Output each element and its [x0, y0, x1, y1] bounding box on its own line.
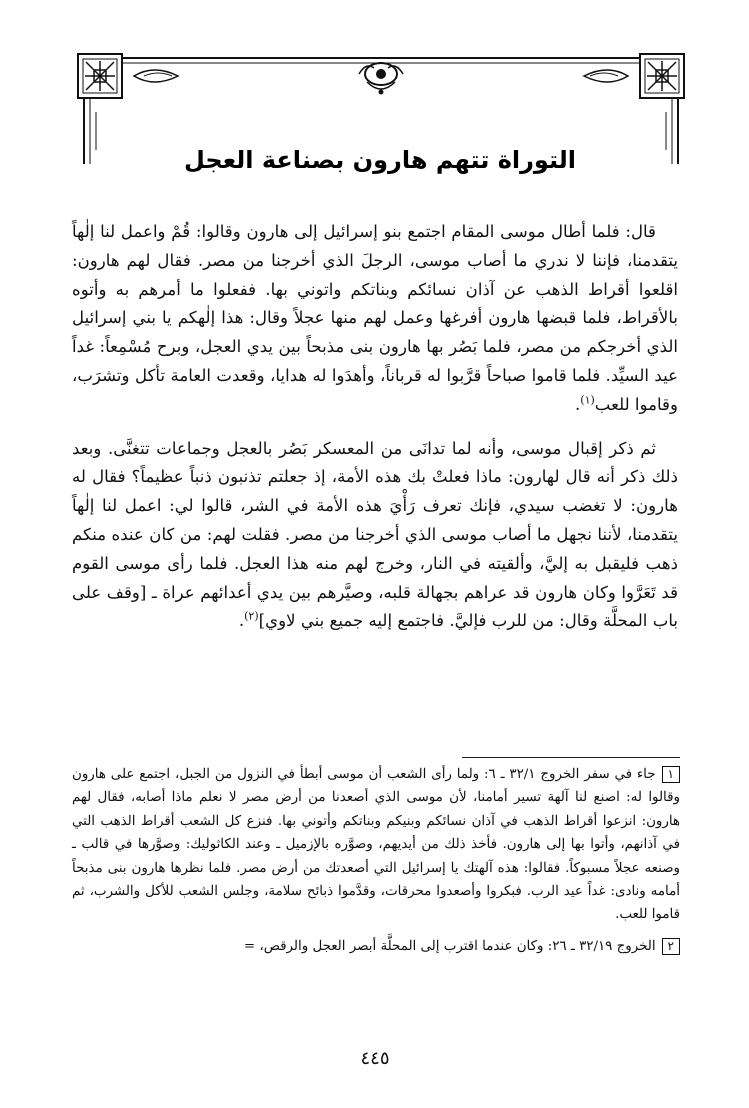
footnote-divider	[462, 757, 680, 758]
footnote-text: الخروج ٣٢/١٩ ـ ٢٦: وكان عندما اقترب إلى المحلَّة أبصر العجل والرقص، =	[243, 938, 656, 954]
footnote	[72, 763, 680, 927]
paragraph	[72, 435, 678, 637]
footnote-reference: (٢)	[244, 609, 259, 623]
footnote-text: جاء في سفر الخروج ٣٢/١ ـ ٦: ولما رأى الشعب أن موسى أبطأ في النزول من الجبل، اجتمع على هارون وقالوا له: اصنع لنا آلهة تسير أمامنا، لأن موسى الذي أصعدنا من أرض مصر لا نعلم ماذا أصابه، فقال لهم هارون: انزعوا أقراط الذهب في آذان نسائكم وبنيكم وبناتكم وأتوني بها. فنزع كل الشعب أقراط الذهب التي في آذانهم، وأتوا بها إلى هارون. فأخذ ذلك من أيديهم، وصوَّره بالإزميل ـ وعند الكاثوليك: وصوَّرها في قالب ـ وصنعه عجلاً مسبوكاً. فقالوا: هذه آلهتك يا إسرائيل التي أصعدتك من أرض مصر. فلما نظرها هارون بنى مذبحاً أمامه ونادى: غداً عيد الرب. فبكروا وأصعدوا محرقات، وقدَّموا ذبائح سلامة، وجلس الشعب للأكل والشرب، ثم قاموا للعب.	[72, 767, 681, 923]
footnote-number: ١	[662, 766, 680, 783]
footnotes-section	[72, 763, 680, 966]
main-text	[72, 218, 678, 651]
paragraph-text: ثم ذكر إقبال موسى، وأنه لما تدانَى من المعسكر بَصُر بالعجل وجماعات تتغنَّى. وبعد ذلك ذكر أنه قال لهارون: ماذا فعلتْ بك هذه الأمة، إذ جعلتم تذنبون ذنباً عظيماً؟ فقال له هارون: لا تغضب سيدي، فإنك تعرف رَأْيَ هذه الأمة في الشر، قالوا لي: اعمل لنا إلٰهاً يتقدمنا، لأننا نجهل ما أصاب موسى الذي أخرجنا من مصر. فقلت لهم: من كان عنده منكم ذهب فليقبل به إليَّ، وألقيته في النار، وخرج لهم منه هذا العجل. فلما رأى موسى القوم قد تَعَرَّوا وكان هارون قد عراهم بجهالة قلبه، وصيَّرهم بين يدي أعدائهم عراة ـ [وقف على باب المحلَّة وقال: من للرب فإليَّ. فاجتمع إليه جميع بني لاوي]	[72, 438, 678, 631]
paragraph-end: .	[575, 394, 581, 414]
footnote	[72, 935, 680, 958]
page-number: ٤٤٥	[360, 1048, 390, 1069]
footnote-number: ٢	[662, 938, 680, 955]
paragraph-end: .	[238, 611, 245, 631]
paragraph	[72, 218, 678, 420]
footnote-reference: (١)	[580, 393, 595, 407]
page-title: التوراة تتهم هارون بصناعة العجل	[184, 146, 576, 174]
paragraph-text: قال: فلما أطال موسى المقام اجتمع بنو إسرائيل إلى هارون وقالوا: قُمْ واعمل لنا إلٰهاً يتقدمنا، فإننا لا ندري ما أصاب موسى، الرجلَ الذي أخرجنا من مصر. فقال لهم هارون: اقلعوا أقراط الذهب عن آذان نسائكم وبناتكم واتوني بها. ففعلوا ما أمرهم به وأتوه بالأقراط، فلما قبضها هارون أفرغها وعمل لهم منها عجلاً وقال: هذا إلٰهكم يا بني إسرائيل الذي أخرجكم من مصر، فلما بَصُر بها هارون بنى مذبحاً بين يدي العجل، وبرح مُسْمِعاً: غداً عيد السيِّد. فلما قاموا صباحاً قرَّبوا له قرباناً، وأهدَوا له هدايا، وقعدت العامة تأكل وتشرَب، وقاموا للعب	[72, 222, 678, 414]
